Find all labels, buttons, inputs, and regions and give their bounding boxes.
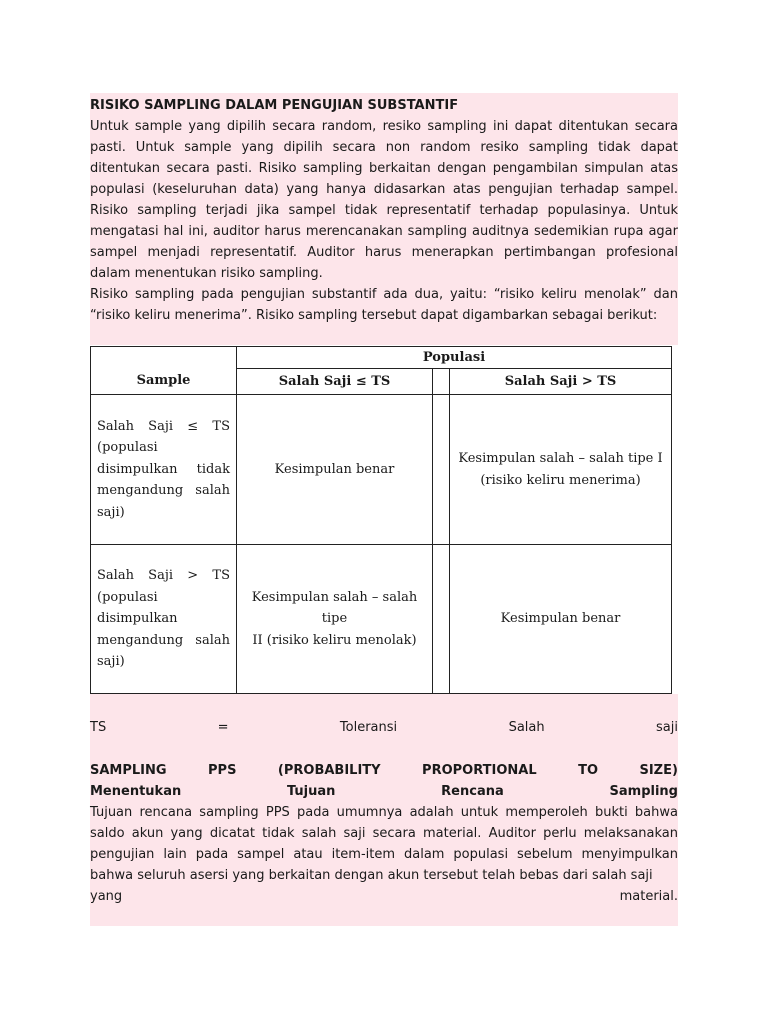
header-populasi: Populasi [237,347,672,369]
ts-definition-line [90,717,678,738]
section-subheading [90,781,678,802]
heading-word: PPS [208,763,237,778]
sample-word: TS [212,418,230,434]
sample-word: Salah [97,418,134,434]
result-cell-correct: Kesimpulan benar [237,395,433,544]
spacer-cell [433,544,450,693]
paragraph-last-line [90,886,678,907]
heading-word: (PROBABILITY [277,763,381,778]
result-line: II (risiko keliru menolak) [252,632,417,648]
ts-word: TS [90,720,107,735]
sample-word: Saji [148,568,174,584]
ts-word: = [217,720,229,735]
sample-word: Saji [148,418,174,434]
heading-word: SAMPLING [90,763,167,778]
sample-line [97,630,230,652]
heading-word: Tujuan [286,784,336,799]
sample-cell-gt [91,544,237,693]
spacer-cell [433,395,450,544]
heading-word: SIZE) [639,763,678,778]
result-line: Kesimpulan salah – salah tipe [251,589,418,627]
paragraph-risiko-dua: Risiko sampling pada pengujian substantif ada dua, yaitu: “risiko keliru menolak” dan “risiko keliru menerima”. Risiko sampling tersebut dapat digambarkan sebagai berikut: [90,287,678,323]
sample-line: disimpulkan [97,611,178,627]
ts-word: saji [656,720,678,735]
table-row [91,544,672,693]
sample-line: saji) [97,504,125,520]
result-cell-type2 [237,544,433,693]
sample-line [97,480,230,502]
heading-word: TO [578,763,599,778]
header-col-salah-saji-le-ts: Salah Saji ≤ TS [237,369,433,395]
sample-line [97,459,230,481]
ts-word: Toleransi [339,720,398,735]
result-cell-correct: Kesimpulan benar [450,544,672,693]
sample-line [97,416,230,438]
section-sampling-pps [90,760,678,907]
sample-line: (populasi [97,440,158,456]
header-spacer [433,369,450,395]
result-line: (risiko keliru menerima) [480,472,641,488]
section-heading: RISIKO SAMPLING DALAM PENGUJIAN SUBSTANTIF [90,98,459,113]
ts-word: Salah [508,720,545,735]
sample-word: salah [195,483,230,499]
sample-word: TS [212,568,230,584]
paragraph-risiko: Untuk sample yang dipilih secara random, resiko sampling ini dapat ditentukan secara pasti. Untuk sample yang dipilih secara non random resiko sampling tidak dapat ditentukan secara pasti. Risiko sampling berkaitan dengan pengambilan simpulan atas populasi (keseluruhan data) yang hanya didasarkan atas pengujian terhadap sampel. Risiko sampling terjadi jika sampel tidak representatif terhadap populasinya. Untuk mengatasi hal ini, auditor harus merencanakan sampling auditnya sedemikian rupa agar sampel menjadi representatif. Auditor harus menerapkan pertimbangan profesional dalam menentukan risiko sampling. [90,119,678,281]
sample-word: mengandung [97,632,184,648]
paragraph-tujuan: Tujuan rencana sampling PPS pada umumnya adalah untuk memperoleh bukti bahwa saldo akun yang dicatat tidak salah saji secara material. Auditor perlu melaksanakan pengujian lain pada sampel atau item-item dalam populasi sebelum menyimpulkan bahwa seluruh asersi yang berkaitan dengan akun tersebut telah bebas dari salah saji [90,805,678,883]
risk-matrix-table [90,346,672,694]
heading-word: Rencana [441,784,504,799]
sample-word: Salah [97,568,134,584]
heading-word: Sampling [609,784,678,799]
section-heading [90,760,678,781]
result-cell-type1 [450,395,672,544]
header-col-salah-saji-gt-ts: Salah Saji > TS [450,369,672,395]
sample-word: tidak [196,461,230,477]
sample-line: saji) [97,654,125,670]
sample-word: disimpulkan [97,461,178,477]
sample-word: mengandung [97,483,184,499]
sample-word: > [187,568,199,584]
heading-word: PROPORTIONAL [422,763,537,778]
heading-word: Menentukan [90,784,182,799]
result-line: Kesimpulan salah – salah tipe I [458,451,663,467]
sample-word: salah [195,632,230,648]
sample-line [97,565,230,587]
sample-cell-le [91,395,237,544]
sample-line: (populasi [97,589,158,605]
section-risiko-sampling [90,95,678,326]
sample-word: ≤ [187,418,199,434]
last-word-right: material. [619,889,678,904]
last-word-left: yang [90,889,123,904]
header-sample: Sample [91,347,237,395]
risk-matrix-table-wrapper [90,346,671,694]
table-row [91,395,672,544]
